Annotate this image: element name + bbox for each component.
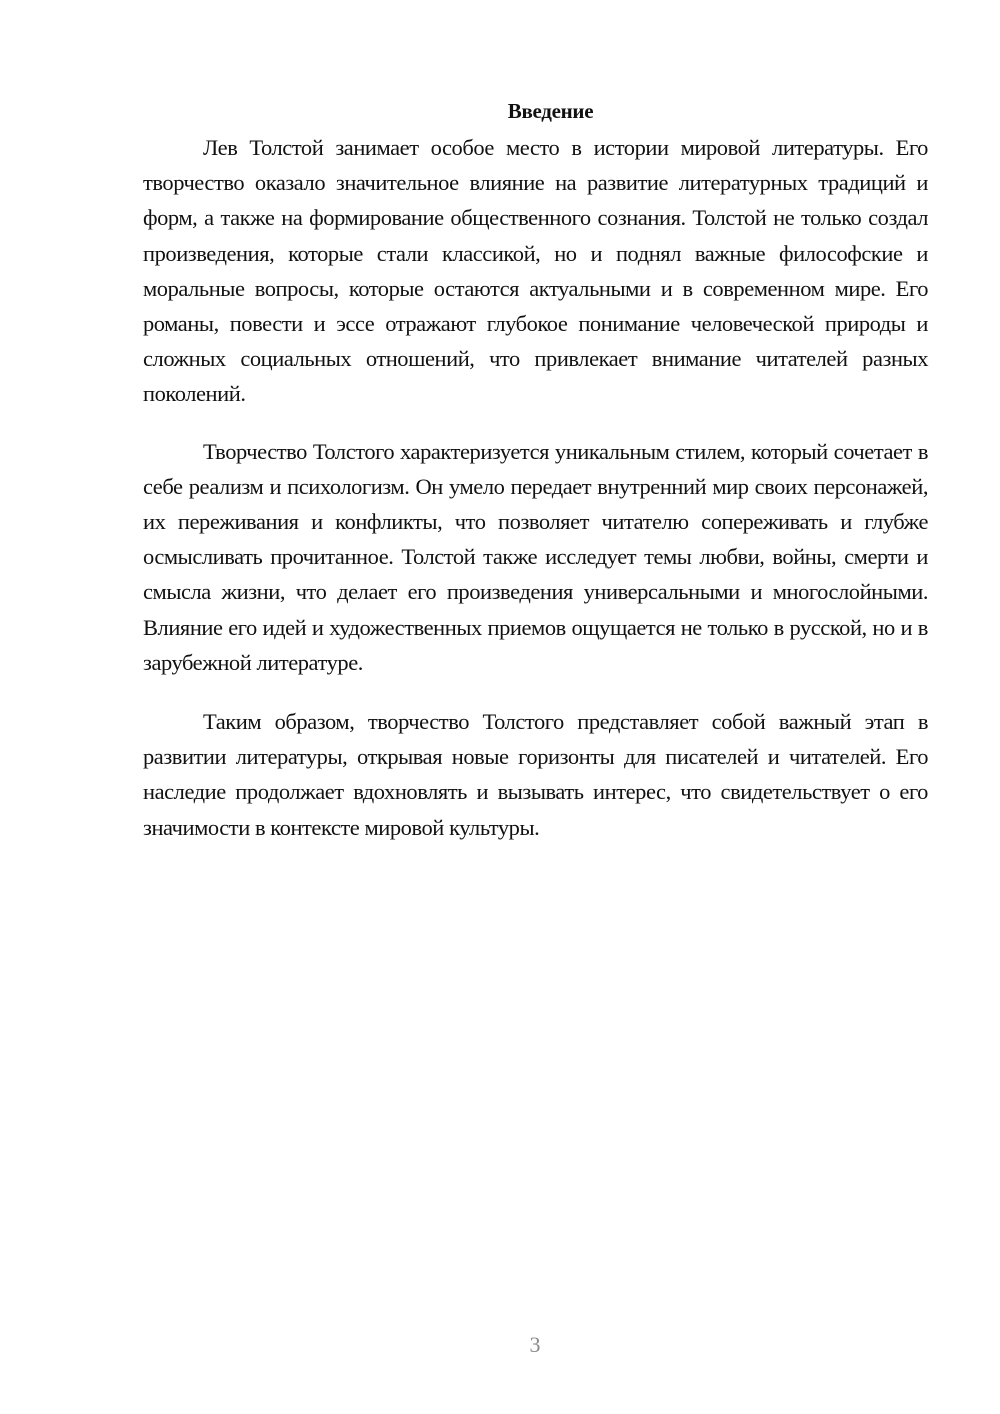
paragraph-2: Творчество Толстого характеризуется уникальным стилем, который сочетает в себе реализм и психологизм. Он умело передает внутренний мир своих персонажей, их переживания и конфликты, что позволяет читателю сопереживать и глубже осмысливать прочитанное. Толстой также исследует темы любви, войны, смерти и смысла жизни, что делает его произведения универсальными и многослойными. Влияние его идей и художественных приемов ощущается не только в русской, но и в зарубежной литературе. xyxy=(143,438,928,675)
paragraph-3: Таким образом, творчество Толстого представляет собой важный этап в развитии литературы, открывая новые горизонты для писателей и читателей. Его наследие продолжает вдохновлять и вызывать интерес, что свидетельствует о его значимости в контексте мировой культуры. xyxy=(143,709,928,840)
page-number: 3 xyxy=(529,1332,541,1357)
paragraph-1: Лев Толстой занимает особое место в истории мировой литературы. Его творчество оказало значительное влияние на развитие литературных традиций и форм, а также на формирование общественного сознания. Толстой не только создал произведения, которые стали классикой, но и поднял важные философские и моральные вопросы, которые остаются актуальными и в современном мире. Его романы, повести и эссе отражают глубокое понимание человеческой природы и сложных социальных отношений, что привлекает внимание читателей разных поколений. xyxy=(143,135,928,407)
section-title: Введение xyxy=(507,99,594,123)
page-content xyxy=(143,96,928,869)
